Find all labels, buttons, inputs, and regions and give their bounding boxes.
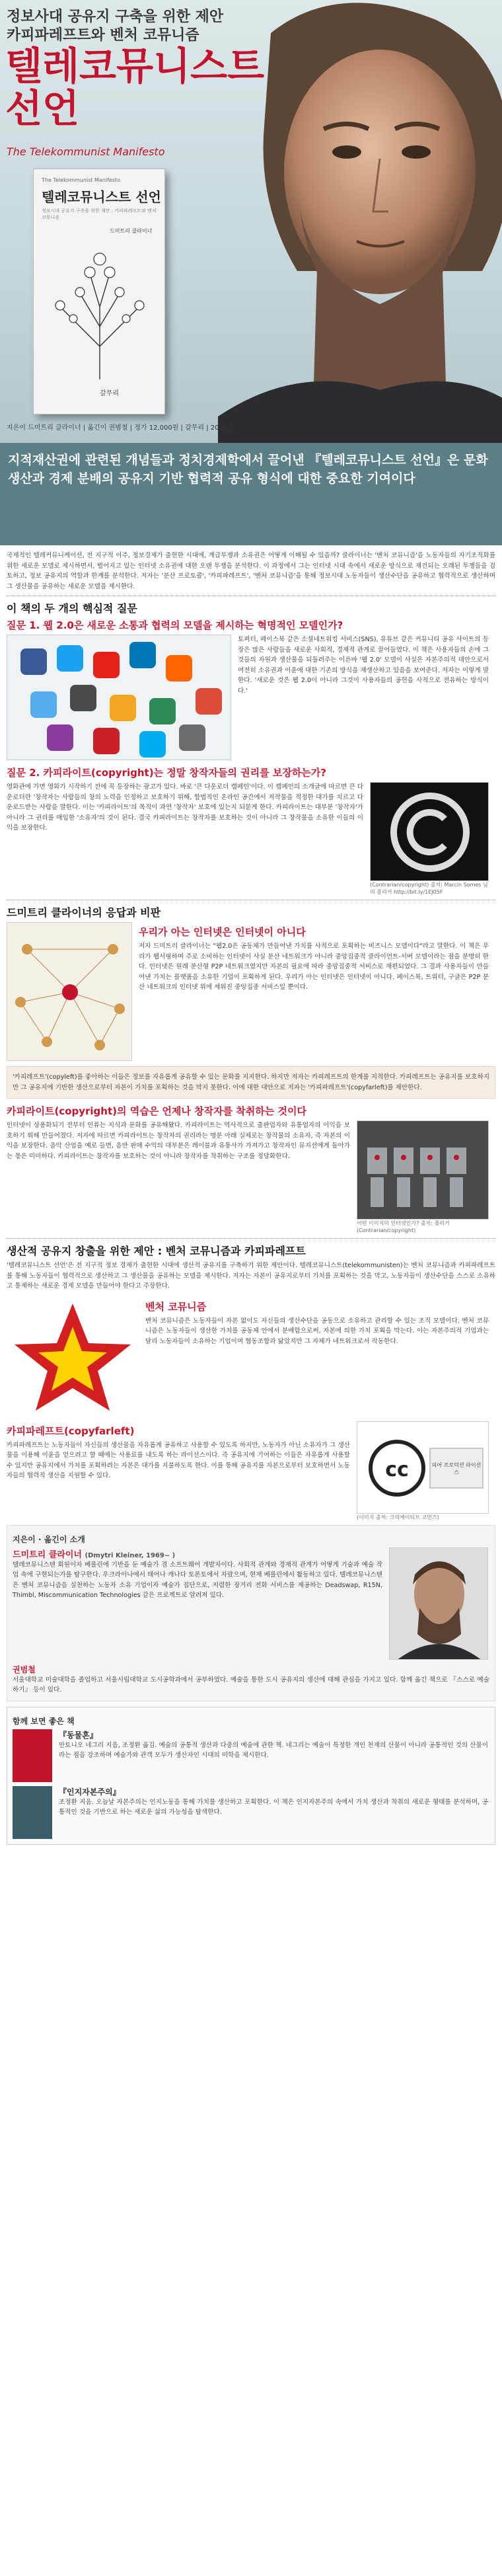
venture-communism-row <box>7 1297 495 1416</box>
exploitation-row <box>7 1120 495 1234</box>
english-title: The Telekommunist Manifesto <box>7 145 165 158</box>
bio-box <box>7 1525 495 1701</box>
book-author: 드미트리 클라이너 <box>110 228 153 234</box>
question-1-heading: 질문 1. 웹 2.0은 새로운 소통과 협력의 모델을 제시하는 혁명적인 모델인가? <box>7 619 343 631</box>
hero-section <box>0 0 502 545</box>
book-2-title: 『인지자본주의』 <box>59 1787 121 1797</box>
book-tree-illustration <box>54 247 146 379</box>
section-heading-proposal: 생산적 공유지 창출을 위한 제안 : 벤처 코뮤니즘과 카피파레프트 <box>7 1245 306 1257</box>
section-heading-questions: 이 책의 두 개의 핵심적 질문 <box>7 602 137 615</box>
article-body <box>0 551 502 1845</box>
related-book-1[interactable] <box>13 1729 489 1782</box>
related-book-2[interactable] <box>13 1786 489 1839</box>
title-line-1: 텔레코뮤니스트 <box>5 44 265 89</box>
banner-text: 지적재산권에 관련된 개념들과 정치경제학에서 끌어낸 『텔레코뮤니스트 선언』은 문화 생산과 경제 분배의 공유지 기반 협력적 공유 형식에 대한 중요한 기여이다 <box>8 453 488 486</box>
book-2-info <box>59 1786 488 1839</box>
copyfarleft-block <box>7 1421 350 1521</box>
social-icons-figure <box>7 635 231 760</box>
book-1-cover <box>13 1729 52 1782</box>
cc-figure <box>357 1421 489 1521</box>
response-text: 저자 드미트리 클라이너는 "웹2.0은 공동체가 만들어낸 가치를 사적으로 포획하는 비즈니스 모델이다"라고 말한다. 이 책은 우리가 웹서핑하며 주로 소비하는 인터넷이 사실 분산 네트워크가 아니라 중앙집중적 클라이언트-서버 모델이라는 점을 분명히 한다. 인터넷은 원래 분산형 P2P 네트워크였지만 자본의 필요에 따라 중앙집중적 서비스로 재편되었다. 그 결과 사용자들이 만들어낸 가치는 플랫폼을 소유한 기업이 포획하게 된다. 우리가 아는 인터넷은 인터넷이 아니다. 페이스북, 트위터, 구글은 P2P 분산 네트워크의 인터넷 위에 세워진 중앙집중 서비스일 뿐이다. <box>139 943 489 991</box>
copyright-exploitation-heading: 카피라이트(copyright)의 역습은 언제나 창작자를 착취하는 것이다 <box>7 1105 306 1117</box>
venture-communism-block <box>145 1297 489 1416</box>
robots-figure-caption: 어떤 이미지의 인터넷인가? 출처: 플리커 (Contrarian/copyright) <box>357 1220 450 1233</box>
red-star-icon <box>7 1297 139 1416</box>
related-books-box <box>7 1707 495 1845</box>
venture-communism-heading: 벤처 코뮤니즘 <box>145 1300 207 1313</box>
author-name-en: (Dmytri Kleiner, 1969~ ) <box>85 1551 176 1559</box>
book-1-title: 『동물혼』 <box>59 1730 98 1740</box>
author-photo-illustration <box>390 1548 488 1660</box>
book-title: 텔레코뮤니스트 선언 <box>42 189 161 205</box>
question-2-heading: 질문 2. 카피라이트(copyright)는 정말 창작자들의 권리를 보장하는가? <box>7 767 326 779</box>
question-1-row <box>7 635 495 760</box>
author-bio-block <box>13 1547 382 1660</box>
copyright-symbol-illustration <box>371 783 489 881</box>
book-1-info <box>59 1729 488 1782</box>
translator-name: 권범철 <box>13 1664 36 1674</box>
divider <box>7 1238 495 1239</box>
robots-figure <box>357 1120 489 1234</box>
author-name-ko: 드미트리 클라이너 <box>13 1549 82 1560</box>
robots-illustration <box>357 1121 489 1220</box>
response-subheading: 우리가 아는 인터넷은 인터넷이 아니다 <box>139 926 306 938</box>
book-1-desc: 안토니오 네그리 지음, 조정환 옮김. 예술의 공통적 생산과 다중의 예술에 관한 책. 네그리는 예술이 특정한 개인 천재의 산물이 아니라 공통적인 것의 산물이라는 점을 강조하며 예술가와 관객 모두가 생산자인 시대의 미학을 제시한다. <box>59 1741 488 1759</box>
network-figure <box>7 922 132 1061</box>
cc-image <box>357 1421 489 1514</box>
red-star-figure <box>7 1297 139 1416</box>
proposal-text: '텔레코뮤니스트 선언'은 전 지구적 정보 경제가 출현한 시대에 생산적 공유지를 구축하기 위한 제안이다. 텔레코뮤니스트(telekommunisten)는 벤처 코뮤니즘과 카피파레프트를 통해 노동자들이 협력적으로 생산하고 그 생산물을 공유하는 모델을 제시한다. 저자는 자본이 공유지로부터 가치를 포획하는 것을 막고, 노동자들이 생산수단을 스스로 소유하고 통제하는 새로운 경제 모델을 만들어야 한다고 주장한다. <box>7 1262 495 1290</box>
book-2-cover <box>13 1786 52 1839</box>
quote-banner <box>0 443 502 545</box>
robots-image <box>357 1120 489 1220</box>
related-books-heading: 함께 보면 좋은 책 <box>13 1716 75 1726</box>
translator-bio-text: 서울대학교 미술대학을 졸업하고 서울시립대학교 도시공학과에서 공부하였다. 예술을 통한 도시 공유지의 생산에 대해 관심을 가지고 있다. 함께 옮긴 책으로 『스스로 예술하기』 등이 있다. <box>13 1676 489 1694</box>
book-publisher: 갈무리 <box>100 390 119 397</box>
title-line-2: 선언 <box>5 86 80 131</box>
book-2-desc: 조정환 지음. 오늘날 자본주의는 인지노동을 통해 가치를 생산하고 포획한다. 이 책은 인지자본주의 속에서 가치 생산과 착취의 새로운 형태를 분석하며, 공통적인 것을 기반으로 하는 새로운 삶의 가능성을 탐색한다. <box>59 1798 488 1816</box>
response-text-block <box>139 922 489 1061</box>
question-2-row <box>7 782 495 896</box>
copyleft-box-text: '카피레프트'(copyleft)를 좋아하는 이들은 정보를 자유롭게 공유할 수 있는 문화를 지지한다. 하지만 저자는 카피레프트의 한계를 지적한다. 카피레프트는 공유지를 보호하지만 그 공유지에 기반한 생산으로부터 자본이 가치를 포획하는 것을 막지 못한다. 이에 대한 대안으로 저자는 '카피파레프트'(copyfarleft)를 제안한다. <box>13 1073 489 1091</box>
cc-label: 피어 프로덕션 라이선스 <box>431 1462 482 1475</box>
subtitle-line-2: 카피파레프트와 벤처 코뮤니즘 <box>7 27 199 44</box>
subtitle-line-1: 정보사대 공유지 구축을 위한 제안 <box>7 9 224 25</box>
cc-caption: (이미지 출처: 크리에이티브 코먼즈) <box>357 1514 439 1520</box>
response-row <box>7 922 495 1061</box>
network-illustration <box>7 923 132 1061</box>
copyleft-box <box>7 1066 495 1099</box>
author-photo <box>389 1547 488 1660</box>
section-heading-response: 드미트리 클라이너의 응답과 비판 <box>7 906 161 919</box>
hero-subtitle <box>7 8 223 45</box>
author-name <box>13 1547 382 1560</box>
venture-communism-text: 벤처 코뮤니즘은 노동자들이 자본 없이도 자신들의 생산수단을 공동으로 소유하고 관리할 수 있는 조직 모델이다. 벤처 코뮤니즘은 노동자들이 생산한 가치를 공동체 안에서 분배함으로써, 자본에 의한 가치 포획을 막는다. 이는 자본주의적 기업과는 달리 노동자들이 소유하는 기업이며 협동조합과 닮았지만 그 자체가 네트워크로서 작동한다. <box>145 1317 489 1345</box>
book-description: 정보시대 공유지 구축을 위한 제안 : 카피파레프트와 벤처 코뮤니즘 <box>42 208 157 220</box>
bio-heading: 지은이 · 옮긴이 소개 <box>13 1534 85 1544</box>
copyfarleft-row <box>7 1421 495 1521</box>
question-1-text: 토퍼터, 페이스북 같은 소셜네트워킹 서비스(SNS), 유튜브 같은 커뮤니티 공유 사이트의 등장은 많은 사람들을 새로운 사회적, 경제적 관계로 끌어들였다. 이 책은 사용자들의 손에 그것들의 자원과 생산물을 되돌려주는 이른바 '웹 2.0' 모델이 사실은 자본주의적 대안으로서 여전히 소유권과 이윤에 대한 기존의 방식을 재생산하고 있음을 보여준다. 저자는 이렇게 말한다. '새로운 것은 웹 2.0이 아니라 그것이 사용자들의 공헌을 사적으로 전유하는 방식이다.' <box>238 636 489 695</box>
svg-text:cc: cc <box>385 1458 409 1481</box>
publication-info: 지은이 드미트리 클라이너 | 옮긴이 권범철 | 정가 12,000원 | 갈무리 | 2014.4 <box>7 424 234 432</box>
social-media-icons-illustration <box>7 635 231 760</box>
book-cover <box>33 169 165 414</box>
copyfarleft-text: 카피파레프트는 노동자들이 자신들의 생산물을 자유롭게 공유하고 사용할 수 있도록 하지만, 노동자가 아닌 소유자가 그 생산물을 이용해 이윤을 얻으려고 할 때에는 사용료를 내도록 하는 라이선스이다. 즉 공유지에 기여하는 이들은 자유롭게 사용할 수 있지만 공유지에서 가치를 포획하려는 자본은 대가를 지불하도록 한다. 이를 통해 공유지를 자본으로부터 보호하면서 노동자들의 협력적 생산을 지원할 수 있다. <box>7 1441 350 1479</box>
book-english-title: The Telekommunist Manifesto <box>42 177 121 183</box>
author-bio-text: 텔레코뮤니스텐 회원이자 베를린에 기반을 둔 예술가 겸 소프트웨어 개발자이다. 사회적 관계와 경제적 관계가 어떻게 기술과 예술 작업 속에 구현되는가를 탐구한다. 우크라이나에서 태어나 캐나다 토론토에서 자랐으며, 현재 베를린에서 활동하고 있다. 텔레코뮤니스텐은 벤처 코뮤니즘을 실천하는 노동자 소유 기업이자 예술가 집단으로, 저렴한 장거리 전화 서비스를 제공하는 Deadswap, R15N, Thimbl, Miscommunication Technologies 같은 프로젝트로 알려져 있다. <box>13 1561 382 1599</box>
author-bio-row <box>13 1547 489 1660</box>
copyfarleft-heading: 카피파레프트(copyfarleft) <box>7 1425 135 1437</box>
copyright-figure-caption: (Contrarian/copyright) 출처: Marcin Somes 님의 플리커 http://bit.ly/1EJ05F <box>370 882 488 895</box>
copyright-figure <box>370 782 489 896</box>
exploitation-text: 인터넷이 상용화되기 전부터 인류는 지식과 문화를 공유해왔다. 카피라이트는 역사적으로 출판업자와 유통업자의 이익을 보호하기 위해 만들어졌다. 저자에 따르면 카피라이트는 창작자의 권리라는 명분 아래 실제로는 창작물의 소유자, 즉 자본의 이익을 보장한다. 음악 산업을 예로 들면, 음반 판매 수익의 대부분은 레이블과 유통사가 가져가고 창작자인 뮤지션에게 돌아가는 몫은 미미하다. 카피라이트는 창작자를 보호하는 것이 아니라 창작자를 착취하는 구조를 정당화한다. <box>7 1122 350 1160</box>
intro-paragraph: 국제적인 텔레커뮤니케이션, 전 지구적 이주, 정보경제가 출현한 시대에, 계급투쟁과 소유권은 어떻게 이해될 수 있을까? 클라이너는 '벤처 코뮤니즘'을 노동자들의 자기조직화를 위한 새로운 모델로 제시하면서, 벌어지고 있는 인터넷 소유권에 대한 오랜 투쟁을 분석한다. 이 과정에서 그는 인터넷 시대 속에서 새로운 방식으로 재건되는 오래된 투쟁들을 검토하고, 정보 공유지의 역할과 한계를 분석한다. 저자는 '분산 프로토콜', '카피파레프트', '벤처 코뮤니즘'을 통해 정보시대 노동자들이 생산수단을 공유하고 협력적으로 생산하며 그 생산물을 공유하는 새로운 모델을 제시한다. <box>7 552 495 590</box>
copyright-image <box>370 782 489 881</box>
page-title <box>5 45 264 130</box>
question-2-text: 영화관에 가면 영화가 시작하기 전에 꼭 등장하는 광고가 있다. 바로 '큰 다운로더 캠페인'이다. 이 캠페인의 소개글에 따르면 큰 다운로더란 '창작자는 사람들의 창의 노력을 인정하고 보호하기 위해, 합법적인 온라인 공간에서 저작물을 적정한 대가를 치르고 다운로드받는 사람을 말한다. 이는 '카피라이트'의 목적이 과연 '창작자' 보호에 있는지 되묻게 한다. 카피라이트는 대부분 '창작자'가 아니라 그 권리를 매입한 '소유자'의 것이 된다. 결국 카피라이트는 창작자를 보호하는 것이 아니라 그 창작물을 소유한 이들의 이익을 보장한다. <box>7 783 363 832</box>
